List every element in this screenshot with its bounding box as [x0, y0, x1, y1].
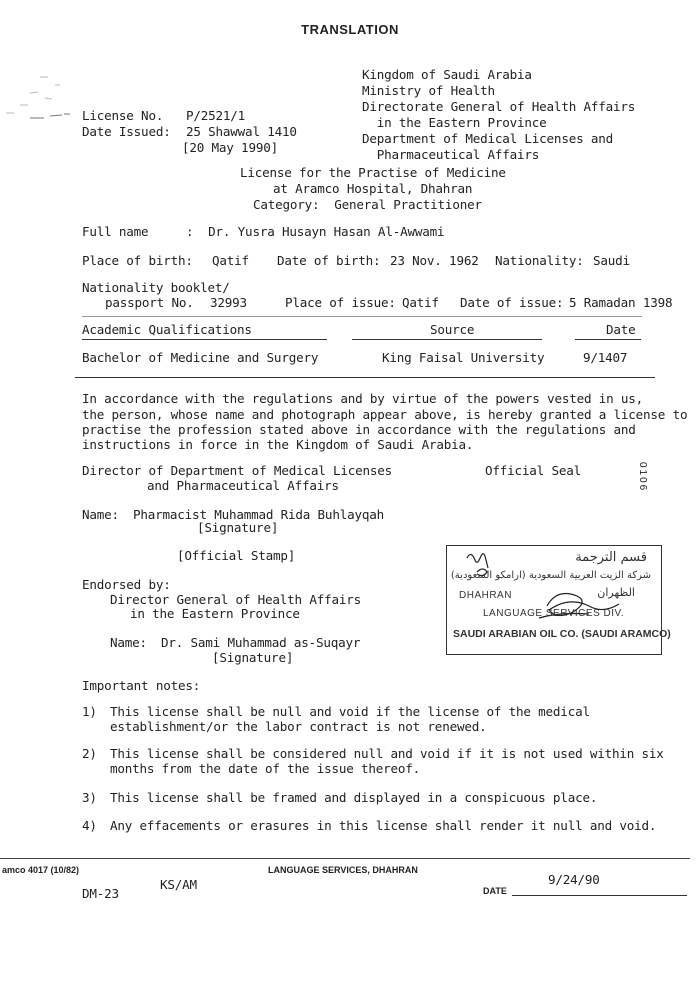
header-underline	[352, 339, 542, 340]
stamp-arabic-line3: الظهران	[597, 586, 635, 599]
director-title-line1: Director of Department of Medical Licenses	[82, 463, 393, 478]
passport-label-line2: passport No.	[105, 295, 194, 310]
license-title-line: License for the Practise of Medicine	[240, 165, 506, 180]
endorser-name-value: Dr. Sami Muhammad as-Suqayr	[161, 635, 361, 650]
translator-initials: KS/AM	[160, 877, 197, 892]
note-text: This license shall be null and void if the license of the medical	[110, 704, 590, 719]
director-signature: [Signature]	[197, 520, 279, 535]
stamp-language-services: LANGUAGE SERVICES DIV.	[483, 608, 625, 619]
issuer-line: Directorate General of Health Affairs	[362, 99, 636, 114]
license-number-label: License No.	[82, 108, 164, 123]
nationality-label: Nationality:	[495, 253, 584, 268]
grant-text-line: instructions in force in the Kingdom of Saudi Arabia.	[82, 437, 474, 452]
note-text: Any effacements or erasures in this license shall render it null and void.	[110, 818, 657, 833]
issuer-line: in the Eastern Province	[362, 115, 547, 130]
column-header-date: Date	[606, 322, 636, 337]
note-number: 2)	[82, 746, 97, 761]
translation-stamp	[446, 545, 671, 655]
note-number: 1)	[82, 704, 97, 719]
note-number: 3)	[82, 790, 97, 805]
place-of-issue-label: Place of issue:	[285, 295, 396, 310]
issuer-line: Pharmaceutical Affairs	[362, 147, 540, 162]
endorser-title-line1: Director General of Health Affairs	[110, 592, 361, 607]
full-name-label: Full name	[82, 224, 149, 239]
date-of-issue-label: Date of issue:	[460, 295, 564, 310]
header-underline	[82, 339, 327, 340]
note-text: This license shall be framed and displayed in a conspicuous place.	[110, 790, 598, 805]
stamp-dhahran: DHAHRAN	[459, 590, 512, 601]
endorser-name-label: Name:	[110, 635, 147, 650]
nationality-value: Saudi	[593, 253, 630, 268]
date-line	[512, 895, 687, 896]
footer-rule	[0, 858, 690, 859]
passport-number: 32993	[210, 295, 247, 310]
stamp-arabic-line2: شركة الزيت العربية السعودية (ارامكو السعودية)	[450, 570, 651, 581]
date-of-birth-label: Date of birth:	[277, 253, 381, 268]
place-of-issue-value: Qatif	[402, 295, 439, 310]
qualification-cell: Bachelor of Medicine and Surgery	[82, 350, 319, 365]
issuer-line: Ministry of Health	[362, 83, 495, 98]
form-code: amco 4017 (10/82)	[2, 865, 80, 875]
issuer-line: Department of Medical Licenses and	[362, 131, 613, 146]
date-label: DATE	[483, 886, 507, 896]
note-text: months from the date of the issue thereof.	[110, 761, 421, 776]
column-header-qualifications: Academic Qualifications	[82, 322, 252, 337]
table-top-rule	[82, 316, 642, 317]
full-name-value: : Dr. Yusra Husayn Hasan Al-Awwami	[186, 224, 445, 239]
note-number: 4)	[82, 818, 97, 833]
side-serial-number: 0106	[637, 462, 648, 493]
place-of-birth-label: Place of birth:	[82, 253, 193, 268]
qualification-date-cell: 9/1407	[583, 350, 628, 365]
date-of-issue-value: 5 Ramadan 1398	[569, 295, 673, 310]
column-header-source: Source	[430, 322, 475, 337]
header-underline	[575, 339, 641, 340]
date-issued-gregorian: [20 May 1990]	[182, 140, 278, 155]
footer-department: LANGUAGE SERVICES, DHAHRAN	[268, 865, 418, 875]
director-title-line2: and Pharmaceutical Affairs	[147, 478, 339, 493]
director-name-value: Pharmacist Muhammad Rida Buhlayqah	[133, 507, 384, 522]
note-text: establishment/or the labor contract is not renewed.	[110, 719, 487, 734]
stamp-arabic-line1: قسم الترجمة	[575, 550, 647, 565]
grant-text-line: practise the profession stated above in accordance with the regulations and	[82, 422, 636, 437]
license-title-line: at Aramco Hospital, Dhahran	[273, 181, 473, 196]
endorser-signature: [Signature]	[212, 650, 294, 665]
notes-heading: Important notes:	[82, 678, 201, 693]
endorser-title-line2: in the Eastern Province	[130, 606, 300, 621]
translation-date: 9/24/90	[548, 872, 600, 887]
place-of-birth-value: Qatif	[212, 253, 249, 268]
grant-text-line: the person, whose name and photograph appear above, is hereby granted a license to	[82, 407, 688, 422]
passport-label-line1: Nationality booklet/	[82, 280, 230, 295]
endorsed-by-label: Endorsed by:	[82, 577, 171, 592]
date-issued-hijri: 25 Shawwal 1410	[186, 124, 297, 139]
director-name-label: Name:	[82, 507, 119, 522]
date-of-birth-value: 23 Nov. 1962	[390, 253, 479, 268]
qualification-source-cell: King Faisal University	[382, 350, 545, 365]
official-seal-label: Official Seal	[485, 463, 581, 478]
table-bottom-rule	[75, 377, 655, 378]
document-heading: TRANSLATION	[301, 22, 399, 37]
license-category: Category: General Practitioner	[253, 197, 482, 212]
document-code: DM-23	[82, 886, 119, 901]
note-text: This license shall be considered null and void if it is not used within six	[110, 746, 664, 761]
scan-speckle-marks	[0, 65, 90, 135]
issuer-line: Kingdom of Saudi Arabia	[362, 67, 532, 82]
grant-text-line: In accordance with the regulations and by virtue of the powers vested in us,	[82, 391, 644, 406]
stamp-company: SAUDI ARABIAN OIL CO. (SAUDI ARAMCO)	[453, 628, 671, 640]
date-issued-label: Date Issued:	[82, 124, 171, 139]
official-stamp-label: [Official Stamp]	[177, 548, 296, 563]
license-number-value: P/2521/1	[186, 108, 246, 123]
